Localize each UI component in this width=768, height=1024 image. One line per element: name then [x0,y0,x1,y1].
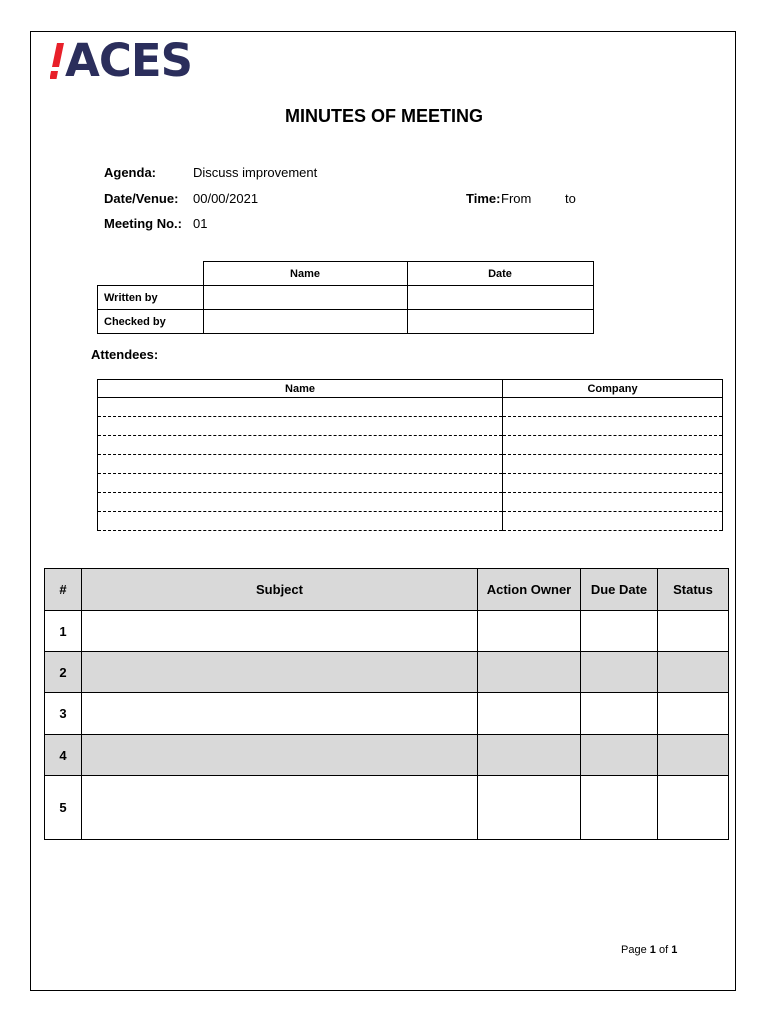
action-status-cell[interactable] [658,652,729,693]
action-owner-cell[interactable] [478,652,581,693]
attendee-company-cell[interactable] [503,474,723,493]
date-venue-value: 00/00/2021 [193,191,259,206]
footer-total-pages: 1 [671,944,678,956]
signoff-checked-by-date[interactable] [407,310,593,334]
attendee-company-cell[interactable] [503,417,723,436]
attendee-company-cell[interactable] [503,493,723,512]
signoff-checked-by-label: Checked by [98,310,204,334]
attendee-row [98,455,723,474]
document-title: MINUTES OF MEETING [285,106,483,126]
signoff-row [98,310,594,334]
agenda-label: Agenda: [104,165,156,180]
attendee-name-cell[interactable] [98,493,503,512]
signoff-header-date: Date [407,262,593,286]
date-venue-label: Date/Venue: [104,191,179,206]
attendee-name-cell[interactable] [98,398,503,417]
attendee-name-cell[interactable] [98,474,503,493]
action-subject-cell[interactable] [82,693,478,735]
action-owner-cell[interactable] [478,611,581,652]
attendees-header-company: Company [503,380,723,398]
action-row [45,611,729,652]
time-from: From [501,191,532,206]
action-status-cell[interactable] [658,776,729,840]
meeting-no-label: Meeting No.: [104,216,182,231]
action-owner-cell[interactable] [478,735,581,776]
attendees-table [97,379,723,531]
action-row [45,735,729,776]
signoff-checked-by-name[interactable] [203,310,407,334]
attendee-name-cell[interactable] [98,455,503,474]
attendee-row [98,436,723,455]
action-status-cell[interactable] [658,611,729,652]
meeting-no-value: 01 [193,216,208,231]
attendee-company-cell[interactable] [503,512,723,531]
action-subject-cell[interactable] [82,652,478,693]
attendee-row [98,398,723,417]
attendees-header-name: Name [98,380,503,398]
action-status-cell[interactable] [658,693,729,735]
action-row-number: 3 [45,693,82,735]
footer-of-word: of [658,944,669,956]
action-subject-cell[interactable] [82,735,478,776]
attendee-row [98,474,723,493]
action-due-date-cell[interactable] [581,776,658,840]
action-header-due-date: Due Date [581,569,658,611]
action-owner-cell[interactable] [478,776,581,840]
action-header-owner: Action Owner [478,569,581,611]
signoff-header-name: Name [203,262,407,286]
signoff-row [98,286,594,310]
attendees-heading: Attendees: [91,347,159,362]
action-row [45,693,729,735]
attendee-row [98,417,723,436]
attendee-name-cell[interactable] [98,436,503,455]
attendee-name-cell[interactable] [98,512,503,531]
action-row-number: 2 [45,652,82,693]
action-row-number: 1 [45,611,82,652]
action-row-number: 5 [45,776,82,840]
action-header-number: # [45,569,82,611]
action-subject-cell[interactable] [82,611,478,652]
logo-slash-mark [50,43,59,79]
action-due-date-cell[interactable] [581,611,658,652]
action-owner-cell[interactable] [478,693,581,735]
agenda-value: Discuss improvement [193,165,318,180]
action-row [45,776,729,840]
attendee-row [98,512,723,531]
attendee-name-cell[interactable] [98,417,503,436]
action-header-subject: Subject [82,569,478,611]
logo-text: ACES [65,34,193,87]
footer-current-page: 1 [649,944,656,956]
signoff-table [97,261,594,334]
action-status-cell[interactable] [658,735,729,776]
action-due-date-cell[interactable] [581,652,658,693]
attendee-row [98,493,723,512]
footer-page-word: Page [621,944,647,956]
page-number-footer [621,944,677,956]
time-to: to [565,191,576,206]
action-items-table [44,568,729,840]
attendee-company-cell[interactable] [503,436,723,455]
time-label: Time: [466,191,501,206]
action-header-status: Status [658,569,729,611]
action-subject-cell[interactable] [82,776,478,840]
signoff-written-by-label: Written by [98,286,204,310]
action-due-date-cell[interactable] [581,735,658,776]
action-row [45,652,729,693]
attendee-company-cell[interactable] [503,455,723,474]
signoff-written-by-date[interactable] [407,286,593,310]
action-due-date-cell[interactable] [581,693,658,735]
attendee-company-cell[interactable] [503,398,723,417]
signoff-written-by-name[interactable] [203,286,407,310]
aces-logo [50,34,193,87]
action-row-number: 4 [45,735,82,776]
